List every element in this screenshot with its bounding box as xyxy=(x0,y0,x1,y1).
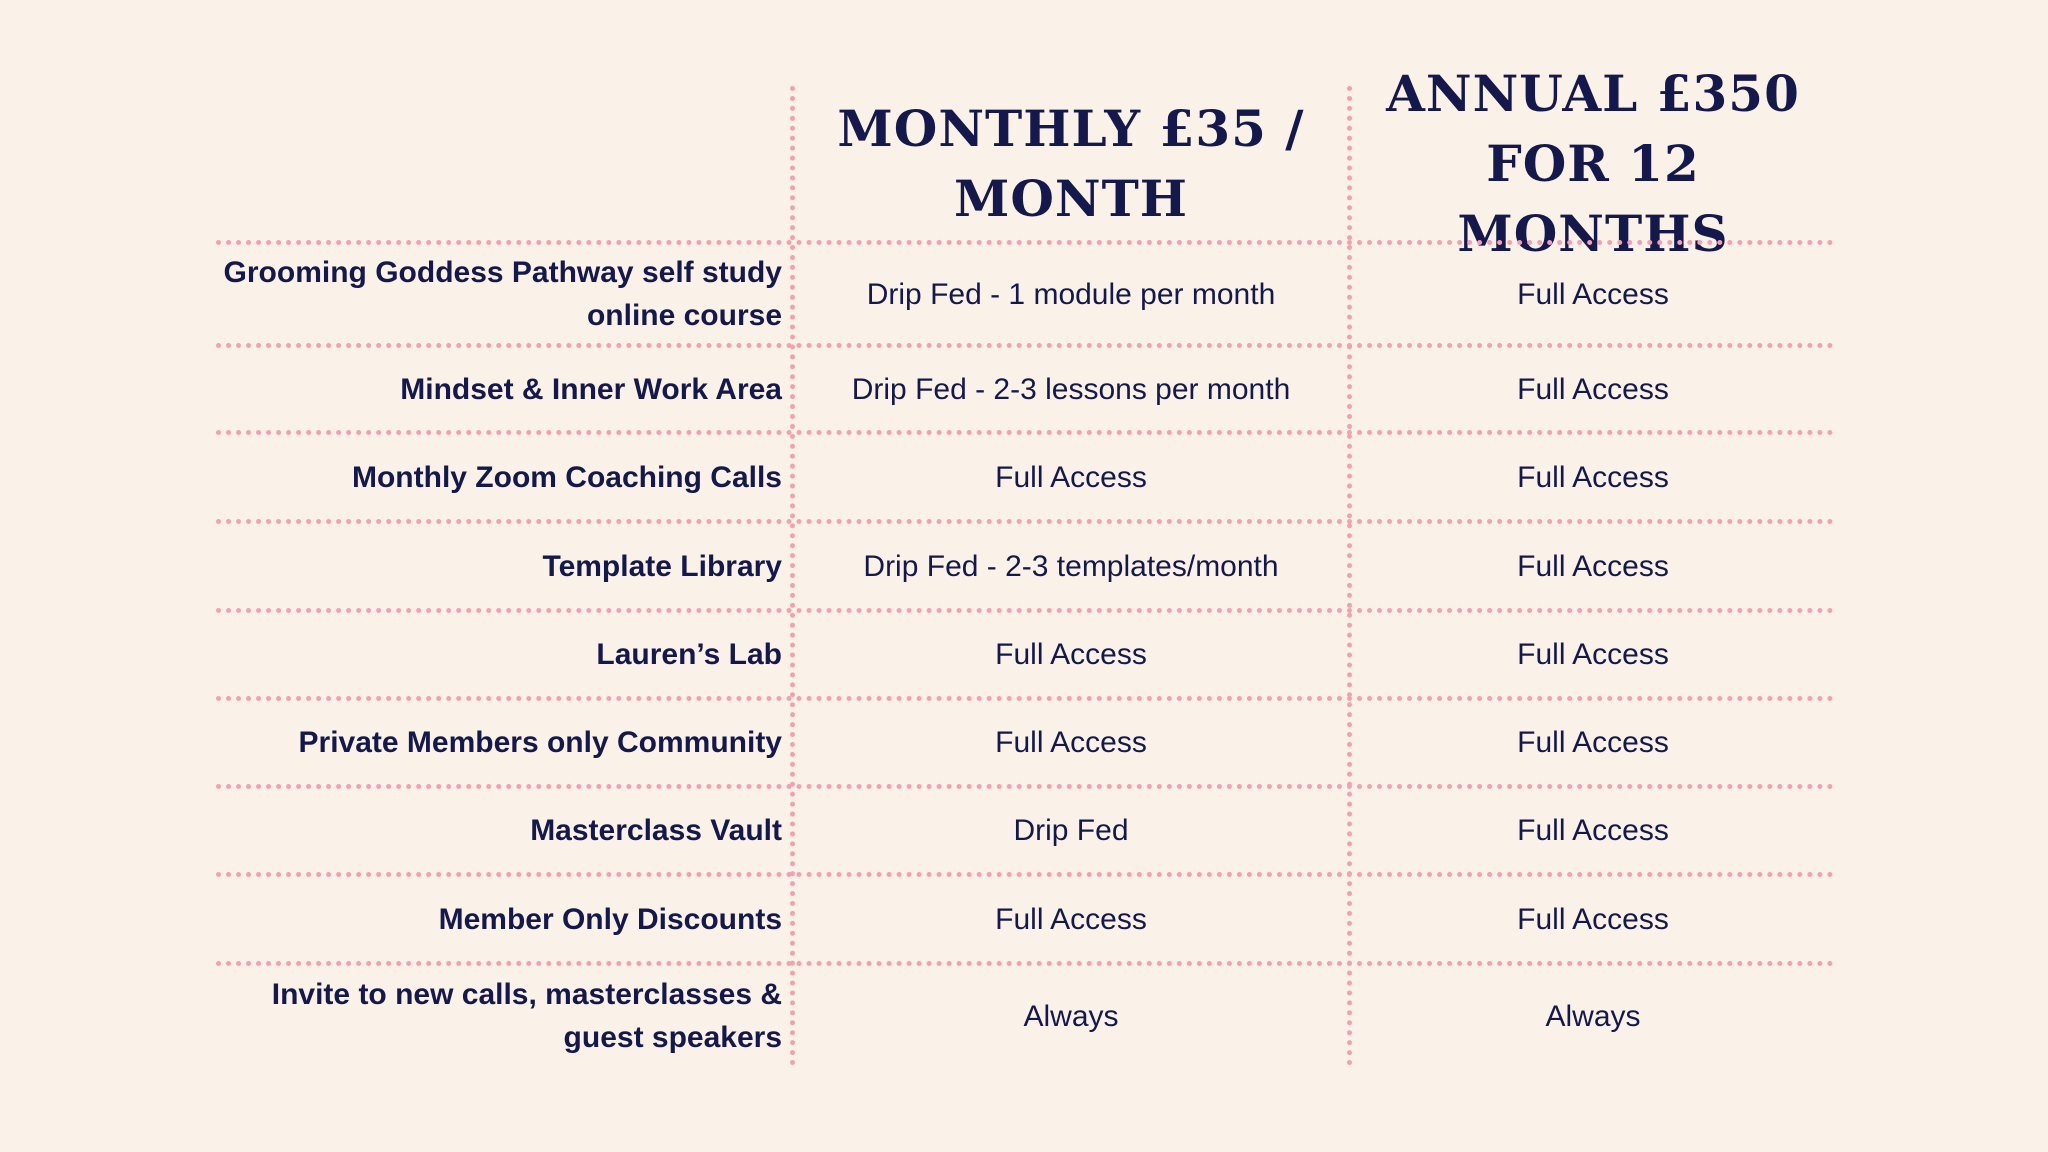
table-row xyxy=(216,966,1834,1066)
feature-label: Mindset & Inner Work Area xyxy=(400,372,782,406)
annual-value: Full Access xyxy=(1517,638,1669,671)
annual-value: Full Access xyxy=(1517,277,1669,311)
annual-value: Full Access xyxy=(1517,460,1669,494)
annual-value: Full Access xyxy=(1517,549,1669,583)
feature-label: Monthly Zoom Coaching Calls xyxy=(351,460,782,494)
annual-value: Full Access xyxy=(1517,902,1669,936)
table-row xyxy=(216,701,1834,784)
feature-label: Grooming Goddess Pathway self study online course xyxy=(223,256,782,332)
feature-label: Masterclass Vault xyxy=(530,814,782,847)
table-row xyxy=(216,789,1834,872)
monthly-plan-header: MONTHLY £35 / MONTH xyxy=(837,98,1305,228)
monthly-value: Drip Fed - 2-3 lessons per month xyxy=(851,372,1291,406)
monthly-value: Drip Fed - 1 module per month xyxy=(866,277,1276,311)
feature-label: Template Library xyxy=(542,549,782,583)
feature-label: Invite to new calls, masterclasses & guest speakers xyxy=(271,978,782,1054)
monthly-value: Always xyxy=(1023,999,1119,1033)
annual-plan-header: ANNUAL £350 FOR 12 MONTHS xyxy=(1386,63,1800,263)
table-row xyxy=(216,524,1834,608)
monthly-value: Drip Fed - 2-3 templates/month xyxy=(863,549,1279,583)
annual-value: Always xyxy=(1545,999,1641,1033)
annual-value: Full Access xyxy=(1517,372,1669,406)
feature-label: Member Only Discounts xyxy=(438,902,782,936)
pricing-comparison-table xyxy=(216,63,1834,1066)
annual-value: Full Access xyxy=(1517,814,1669,847)
monthly-value: Full Access xyxy=(995,902,1147,936)
monthly-value: Drip Fed xyxy=(1013,814,1129,847)
table-row xyxy=(216,877,1834,961)
monthly-value: Full Access xyxy=(995,638,1147,671)
annual-value: Full Access xyxy=(1517,726,1669,759)
table-row xyxy=(216,435,1834,519)
feature-label: Lauren’s Lab xyxy=(596,638,782,671)
monthly-value: Full Access xyxy=(995,726,1147,759)
table-row xyxy=(216,613,1834,696)
table-row xyxy=(216,348,1834,430)
table-row xyxy=(216,245,1834,343)
monthly-value: Full Access xyxy=(995,460,1147,494)
feature-label: Private Members only Community xyxy=(298,726,782,759)
